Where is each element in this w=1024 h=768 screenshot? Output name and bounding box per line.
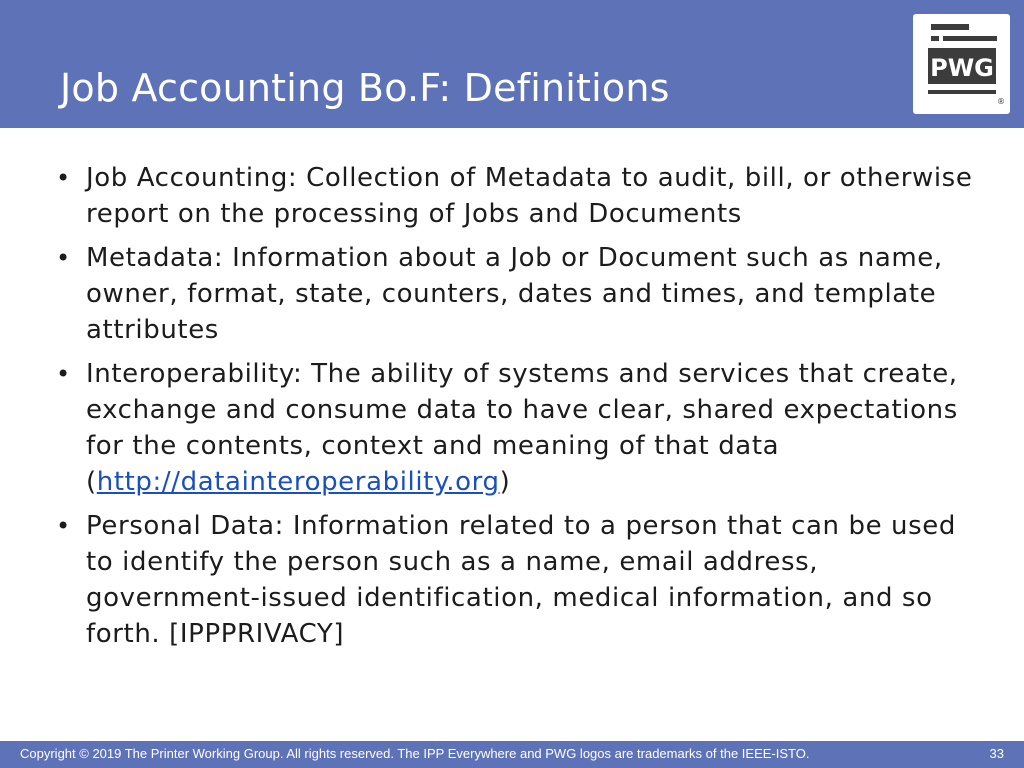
pwg-logo [913, 14, 1010, 114]
bullet-marker: • [56, 512, 71, 540]
bullet-marker: • [56, 164, 71, 192]
slide-title: Job Accounting Bo.F: Definitions [60, 66, 670, 110]
bullet-text: Job Accounting: Collection of Metadata to audit, bill, or otherwise report on the processing of Jobs and Documents [86, 163, 973, 229]
bullet-marker: • [56, 244, 71, 272]
page-number: 33 [989, 746, 1004, 761]
bullet-personal-data [56, 508, 986, 652]
footer-bar [0, 741, 1024, 768]
bullet-text: Personal Data: Information related to a person that can be used to identify the person such as a name, email address, government-issued identification, medical information, and so forth. [IPPPRIVACY] [86, 511, 956, 649]
copyright-notice: Copyright © 2019 The Printer Working Group. All rights reserved. The IPP Everywhere and PWG logos are trademarks of the IEEE-ISTO. [20, 746, 810, 761]
printer-icon [913, 14, 1010, 114]
bullet-text: Metadata: Information about a Job or Document such as name, owner, format, state, counters, dates and times, and template attributes [86, 243, 943, 345]
bullet-text: Interoperability: The ability of systems and services that create, exchange and consume data to have clear, shared expectations for the contents, context and meaning of that data ( [86, 359, 958, 497]
bullet-list [56, 160, 986, 652]
registered-mark: ® [997, 97, 1005, 106]
bullet-marker: • [56, 360, 71, 388]
logo-text: PWG [930, 54, 994, 82]
bullet-text-end: ) [499, 467, 511, 497]
header-bar [0, 0, 1024, 128]
bullet-metadata [56, 240, 986, 348]
datainteroperability-link[interactable]: http://datainteroperability.org [96, 467, 500, 497]
bullet-job-accounting [56, 160, 986, 232]
bullet-interoperability [56, 356, 986, 500]
